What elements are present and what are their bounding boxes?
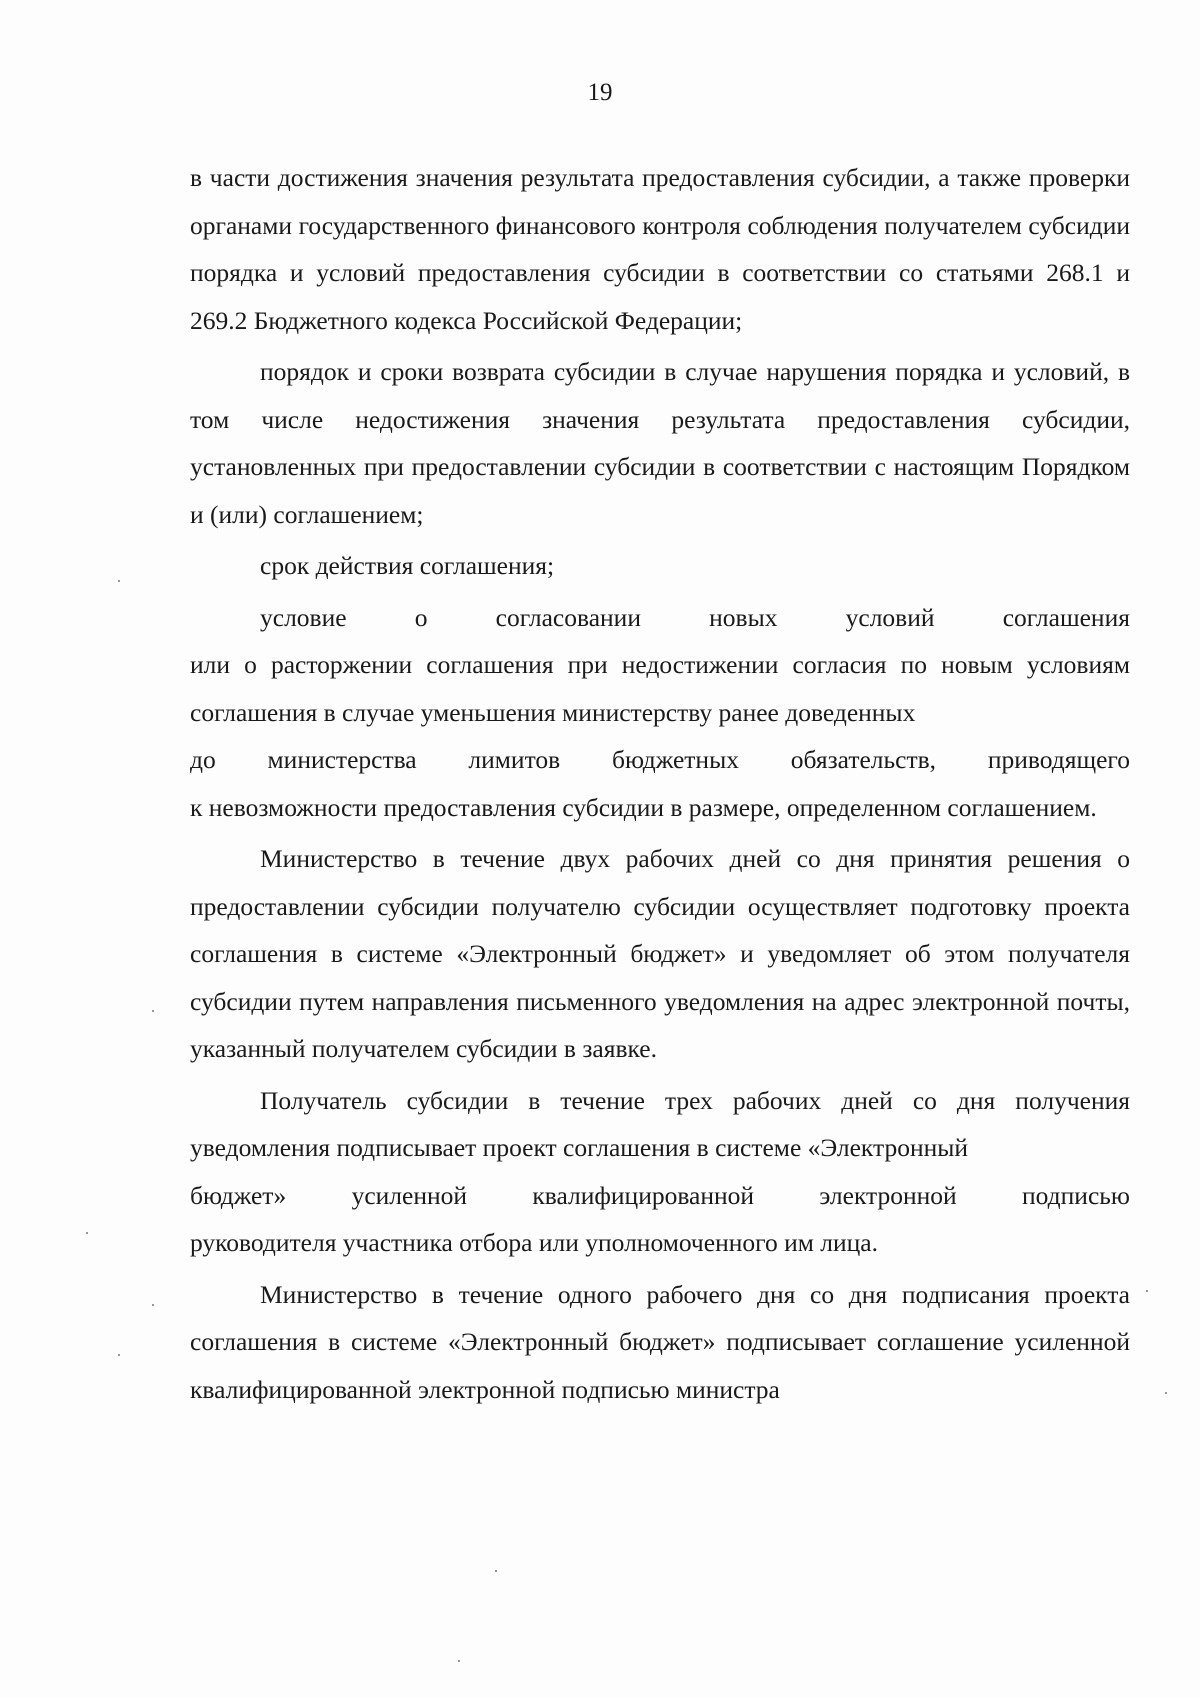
paragraph-6-tail: руководителя участника отбора или уполномоченного им лица. — [190, 1228, 878, 1257]
scan-speck — [86, 1232, 88, 1234]
scan-speck — [118, 580, 120, 582]
document-body — [190, 154, 1130, 1413]
paragraph-4-spaced-line — [190, 736, 1130, 784]
word: условие — [260, 602, 347, 632]
scan-speck — [152, 1010, 154, 1012]
scan-speck — [1165, 1392, 1167, 1394]
word: о — [414, 602, 428, 632]
scan-speck — [152, 1304, 154, 1306]
word: новых — [709, 602, 778, 632]
word: обязательств, — [790, 745, 937, 774]
page-number: 19 — [587, 79, 613, 106]
paragraph-4-first-line — [190, 594, 1130, 642]
paragraph-1: в части достижения значения результата предоставления субсидии, а также проверки органами государственного финансового контроля соблюдения получателем субсидии порядка и условий предоставления субсидии в соответствии со статьями 268.1 и 269.2 Бюджетного кодекса Российской Федерации; — [190, 163, 1130, 335]
paragraph-5: Министерство в течение двух рабочих дней со дня принятия решения о предоставлении субсидии получателю субсидии осуществляет подготовку проекта соглашения в системе «Электронный бюджет» и уведомляет об этом получателя субсидии путем направления письменного уведомления на адрес электронной почты, указанный получателем субсидии в заявке. — [190, 844, 1130, 1063]
word: усиленной — [351, 1180, 468, 1210]
paragraph-6 — [190, 1077, 1130, 1267]
paragraph-6-start: Получатель субсидии в течение трех рабочих дней со дня получения уведомления подписывает проект соглашения в системе «Электронный — [190, 1085, 1130, 1162]
scan-speck — [118, 1354, 120, 1356]
paragraph-3: срок действия соглашения; — [260, 551, 555, 580]
scan-speck — [1146, 1290, 1148, 1292]
word: бюджетных — [611, 745, 739, 774]
word: квалифицированной — [532, 1180, 755, 1210]
scan-speck — [458, 1660, 460, 1662]
word: министерства — [267, 745, 417, 774]
scan-speck — [495, 1570, 497, 1572]
paragraph-7: Министерство в течение одного рабочего дня со дня подписания проекта соглашения в системе «Электронный бюджет» подписывает соглашение усиленной квалифицированной электронной подписью министра — [190, 1279, 1130, 1404]
word: приводящего — [987, 745, 1130, 774]
word: условий — [845, 602, 935, 632]
word: подписью — [1022, 1180, 1130, 1210]
word: до — [190, 745, 216, 774]
word: соглашения — [1002, 602, 1130, 632]
word: электронной — [819, 1180, 957, 1210]
paragraph-6-spaced-line — [190, 1172, 1130, 1220]
word: бюджет» — [190, 1180, 287, 1210]
paragraph-4-tail: к невозможности предоставления субсидии в размере, определенном соглашением. — [190, 792, 1097, 822]
word: лимитов — [468, 745, 561, 774]
word: согласовании — [495, 602, 641, 632]
paragraph-4 — [190, 594, 1130, 832]
paragraph-2: порядок и сроки возврата субсидии в случае нарушения порядка и условий, в том числе недостижения значения результата предоставления субсидии, установленных при предоставлении субсидии в соответствии с настоящим Порядком и (или) соглашением; — [190, 357, 1130, 529]
paragraph-4-middle: или о расторжении соглашения при недостижении согласия по новым условиям соглашения в случае уменьшения министерству ранее доведенных — [190, 650, 1130, 727]
